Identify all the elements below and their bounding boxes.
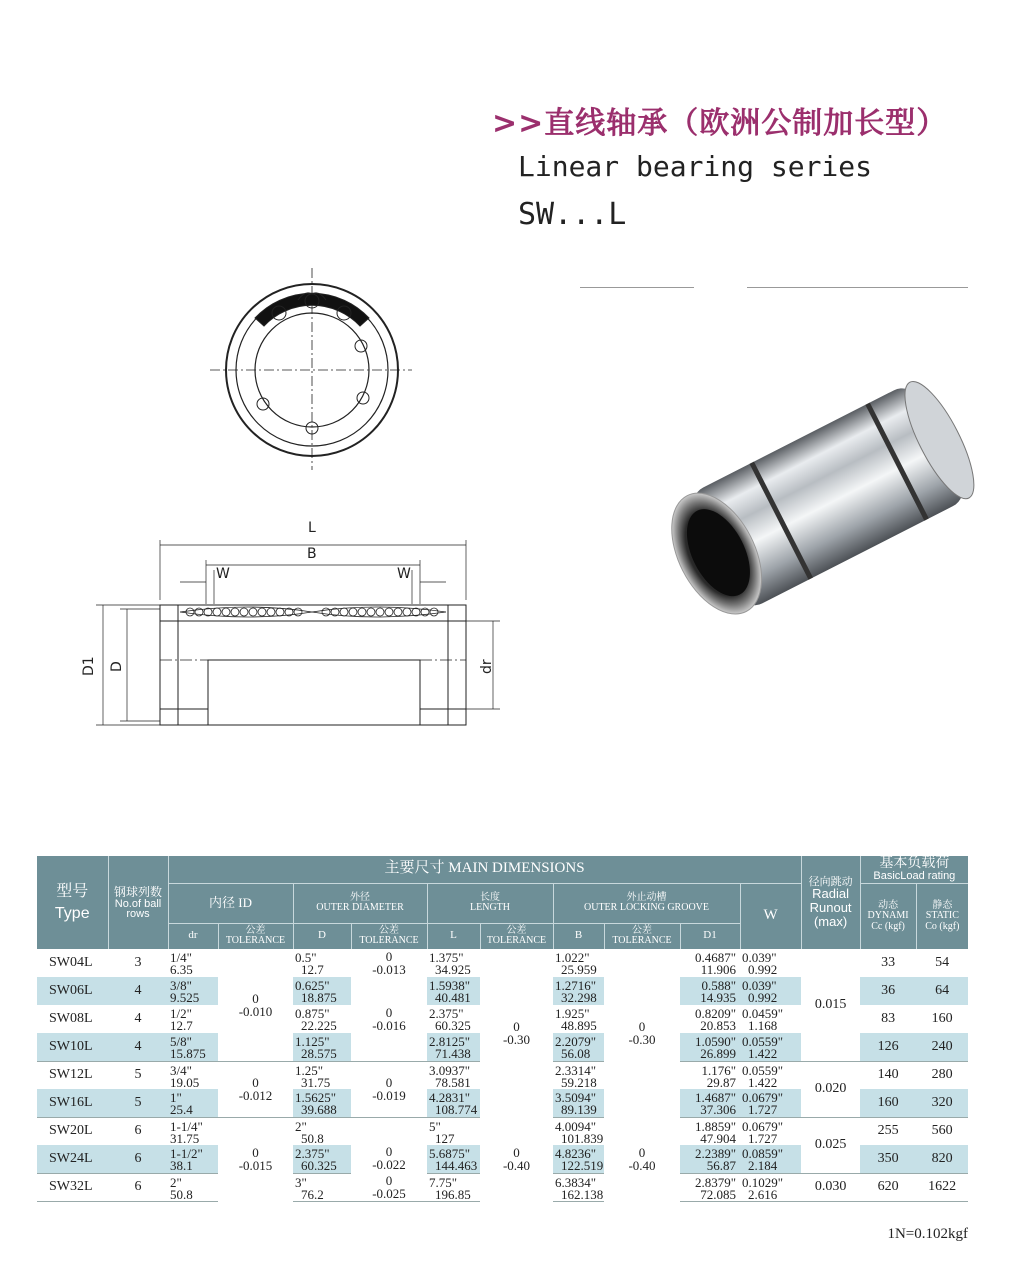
dim-label-B: B xyxy=(307,546,317,562)
col-header-len-tolerance: 公差 TOLERANCE xyxy=(480,923,553,949)
d1-inch: 1.4687" xyxy=(694,1090,736,1105)
d1-mm: 11.906 xyxy=(700,962,736,977)
runout-cell: 0.025 xyxy=(801,1117,860,1173)
ball-rows-cell: 6 xyxy=(108,1173,168,1201)
w-mm: 1.168 xyxy=(748,1018,778,1033)
length-mm: 34.925 xyxy=(435,962,471,977)
length-mm: 196.85 xyxy=(435,1186,471,1201)
type-cell: SW04L xyxy=(49,955,93,970)
dynamic-load-cell: 350 xyxy=(860,1145,916,1173)
w-inch: 0.0559" xyxy=(742,1034,784,1049)
runout-cell: 0.015 xyxy=(801,949,860,1061)
dynamic-load-cell: 36 xyxy=(860,977,916,1005)
col-header-inner-diameter: 内径 ID xyxy=(168,883,293,923)
runout-cell: 0.030 xyxy=(801,1173,860,1201)
type-cell: SW24L xyxy=(37,1145,108,1173)
col-header-dr: dr xyxy=(168,923,218,949)
spec-table xyxy=(37,856,968,1202)
w-mm: 0.992 xyxy=(748,990,778,1005)
col-header-D: D xyxy=(293,923,351,949)
groove-tolerance-cell: 0 -0.40 xyxy=(628,1145,656,1173)
od-inch: 0.625" xyxy=(295,978,330,993)
w-inch: 0.039" xyxy=(742,950,777,965)
od-mm: 39.688 xyxy=(301,1102,337,1117)
dr-inch: 1/2" xyxy=(170,1006,192,1021)
od-tolerance-cell: 0 -0.016 xyxy=(351,977,427,1061)
dr-mm: 15.875 xyxy=(170,1046,206,1061)
ball-rows-cell: 6 xyxy=(134,1123,142,1139)
groove-b-mm: 56.08 xyxy=(561,1046,591,1061)
groove-b-mm: 59.218 xyxy=(561,1074,597,1089)
od-mm: 28.575 xyxy=(301,1046,337,1061)
col-header-basic-load: 基本负载荷 BasicLoad rating xyxy=(860,856,968,883)
table-row xyxy=(37,949,968,977)
col-header-w: W xyxy=(740,883,801,949)
dynamic-load-cell: 160 xyxy=(860,1089,916,1117)
dr-inch: 1/4" xyxy=(170,950,192,965)
type-cell: SW16L xyxy=(37,1089,108,1117)
id-tolerance-cell: 0 -0.015 xyxy=(238,1145,273,1174)
dr-inch: 1" xyxy=(170,1090,182,1105)
d1-mm: 37.306 xyxy=(700,1102,736,1117)
d1-inch: 0.8209" xyxy=(694,1006,736,1021)
od-inch: 3" xyxy=(295,1174,307,1190)
w-inch: 0.0679" xyxy=(742,1118,784,1134)
dr-inch: 5/8" xyxy=(170,1034,192,1049)
dynamic-load-cell: 83 xyxy=(881,1011,896,1026)
col-header-L: L xyxy=(427,923,480,949)
dr-inch: 3/8" xyxy=(170,978,192,993)
dynamic-load-cell: 620 xyxy=(860,1173,916,1201)
length-mm: 71.438 xyxy=(435,1046,471,1061)
col-header-static: 静态 STATIC Co (kgf) xyxy=(916,883,968,949)
ball-rows-cell: 5 xyxy=(108,1089,168,1117)
w-mm: 2.616 xyxy=(748,1186,778,1201)
static-load-cell: 560 xyxy=(931,1123,953,1139)
dr-inch: 2" xyxy=(170,1174,182,1190)
groove-b-inch: 1.022" xyxy=(555,950,590,965)
dr-mm: 25.4 xyxy=(170,1102,193,1117)
length-mm: 78.581 xyxy=(435,1074,471,1089)
groove-b-mm: 25.959 xyxy=(561,962,597,977)
w-mm: 2.184 xyxy=(748,1158,778,1173)
col-header-radial-runout: 径向跳动 Radial Runout (max) xyxy=(801,856,860,949)
od-inch: 0.5" xyxy=(295,950,317,965)
type-cell: SW20L xyxy=(49,1123,93,1139)
length-inch: 2.375" xyxy=(429,1006,464,1021)
od-tolerance-cell: 0 -0.022 xyxy=(372,1144,406,1172)
d1-mm: 20.853 xyxy=(700,1018,736,1033)
bearing-photo xyxy=(653,373,986,629)
groove-b-inch: 1.925" xyxy=(555,1006,590,1021)
od-inch: 2.375" xyxy=(295,1146,330,1161)
static-load-cell: 320 xyxy=(916,1089,968,1117)
w-mm: 1.422 xyxy=(748,1046,778,1061)
groove-b-mm: 122.519 xyxy=(561,1158,604,1173)
series-title: Linear bearing series xyxy=(518,150,873,183)
dynamic-load-cell: 140 xyxy=(877,1067,899,1083)
dynamic-load-cell: 33 xyxy=(881,955,896,970)
length-mm: 40.481 xyxy=(435,990,471,1005)
od-mm: 22.225 xyxy=(301,1018,337,1033)
d1-inch: 2.2389" xyxy=(694,1146,736,1161)
groove-b-inch: 4.0094" xyxy=(555,1118,597,1134)
length-inch: 2.8125" xyxy=(429,1034,471,1049)
static-load-cell: 1622 xyxy=(916,1173,968,1201)
col-header-length: 长度 LENGTH xyxy=(427,883,553,923)
od-mm: 18.875 xyxy=(301,990,337,1005)
side-view-drawing xyxy=(96,540,500,725)
w-mm: 1.422 xyxy=(748,1074,778,1089)
groove-b-inch: 1.2716" xyxy=(555,978,597,993)
model-title: SW...L xyxy=(518,197,627,232)
d1-inch: 0.4687" xyxy=(694,950,736,965)
runout-cell: 0.020 xyxy=(801,1061,860,1117)
length-tolerance-cell: 0 -0.40 xyxy=(502,1145,531,1173)
od-inch: 1.25" xyxy=(295,1062,324,1078)
dim-label-dr: dr xyxy=(479,659,495,674)
groove-b-inch: 4.8236" xyxy=(555,1146,597,1161)
length-mm: 127 xyxy=(435,1130,455,1145)
od-mm: 76.2 xyxy=(301,1186,324,1201)
length-tolerance-cell: 0 -0.30 xyxy=(502,1019,531,1047)
ball-rows-cell: 6 xyxy=(108,1145,168,1173)
dr-mm: 38.1 xyxy=(170,1158,193,1173)
ball-rows-cell: 4 xyxy=(134,1011,142,1026)
od-inch: 0.875" xyxy=(295,1006,330,1021)
d1-inch: 1.0590" xyxy=(694,1034,736,1049)
groove-b-mm: 101.839 xyxy=(561,1130,604,1145)
dr-mm: 50.8 xyxy=(170,1186,193,1201)
d1-mm: 14.935 xyxy=(700,990,736,1005)
w-mm: 0.992 xyxy=(748,962,778,977)
d1-mm: 29.87 xyxy=(706,1074,736,1089)
dynamic-load-cell: 255 xyxy=(877,1123,899,1139)
od-tolerance-cell: 0 -0.013 xyxy=(372,949,406,977)
ball-rows-cell: 4 xyxy=(108,977,168,1005)
col-header-groove-tolerance: 公差 TOLERANCE xyxy=(604,923,680,949)
w-inch: 0.0859" xyxy=(742,1146,784,1161)
w-mm: 1.727 xyxy=(748,1102,778,1117)
dr-inch: 3/4" xyxy=(170,1062,192,1078)
groove-b-inch: 3.5094" xyxy=(555,1090,597,1105)
od-inch: 1.125" xyxy=(295,1034,330,1049)
static-load-cell: 54 xyxy=(935,955,950,970)
d1-mm: 72.085 xyxy=(700,1186,736,1201)
dr-mm: 9.525 xyxy=(170,990,200,1005)
static-load-cell: 280 xyxy=(931,1067,953,1083)
groove-b-mm: 162.138 xyxy=(561,1186,604,1201)
w-mm: 1.727 xyxy=(748,1130,778,1145)
col-header-D1: D1 xyxy=(680,923,740,949)
dr-inch: 1-1/4" xyxy=(170,1118,203,1134)
length-inch: 1.5938" xyxy=(429,978,471,993)
dim-label-W: W xyxy=(216,566,230,582)
od-mm: 60.325 xyxy=(301,1158,337,1173)
w-inch: 0.039" xyxy=(742,978,777,993)
groove-b-inch: 2.2079" xyxy=(555,1034,597,1049)
w-inch: 0.0459" xyxy=(742,1006,784,1021)
w-inch: 0.0679" xyxy=(742,1090,784,1105)
type-cell: SW32L xyxy=(37,1173,108,1201)
ball-rows-cell: 4 xyxy=(108,1033,168,1061)
length-inch: 7.75" xyxy=(429,1174,458,1190)
dr-inch: 1-1/2" xyxy=(170,1146,203,1161)
col-header-outer-diameter: 外径 OUTER DIAMETER xyxy=(293,883,427,923)
dim-label-W: W xyxy=(397,566,411,582)
static-load-cell: 160 xyxy=(931,1011,953,1026)
groove-b-inch: 6.3834" xyxy=(555,1174,597,1190)
length-inch: 3.0937" xyxy=(429,1062,471,1078)
w-inch: 0.0559" xyxy=(742,1062,784,1078)
d1-mm: 56.87 xyxy=(706,1158,736,1173)
od-tolerance-cell: 0 -0.019 xyxy=(351,1061,427,1117)
type-cell: SW12L xyxy=(49,1067,93,1083)
col-header-od-tolerance: 公差 TOLERANCE xyxy=(351,923,427,949)
dr-mm: 31.75 xyxy=(170,1130,200,1145)
id-tolerance-cell: 0 -0.012 xyxy=(218,1061,293,1117)
dr-mm: 6.35 xyxy=(170,962,193,977)
length-mm: 108.774 xyxy=(435,1102,478,1117)
end-view-drawing xyxy=(210,268,412,470)
ball-rows-cell: 5 xyxy=(134,1067,142,1083)
length-inch: 4.2831" xyxy=(429,1090,471,1105)
groove-tolerance-cell: 0 -0.30 xyxy=(628,1019,656,1047)
dynamic-load-cell: 126 xyxy=(860,1033,916,1061)
od-tolerance-cell: 0 -0.025 xyxy=(351,1173,427,1201)
dim-label-D1: D1 xyxy=(81,656,97,676)
col-header-B: B xyxy=(553,923,604,949)
w-inch: 0.1029" xyxy=(742,1174,784,1190)
page-title-cn: >>直线轴承（欧洲公制加长型） xyxy=(492,106,948,141)
dr-mm: 19.05 xyxy=(170,1074,200,1089)
dim-label-D: D xyxy=(109,661,125,672)
col-header-type: 型号 Type xyxy=(37,856,108,949)
od-mm: 12.7 xyxy=(301,962,324,977)
length-inch: 5.6875" xyxy=(429,1146,471,1161)
unit-footnote: 1N=0.102kgf xyxy=(887,1226,968,1242)
d1-mm: 47.904 xyxy=(700,1130,736,1145)
groove-b-mm: 89.139 xyxy=(561,1102,597,1117)
d1-inch: 1.8859" xyxy=(694,1118,736,1134)
length-mm: 60.325 xyxy=(435,1018,471,1033)
length-inch: 1.375" xyxy=(429,950,464,965)
col-header-locking-groove: 外止动槽 OUTER LOCKING GROOVE xyxy=(553,883,740,923)
static-load-cell: 64 xyxy=(916,977,968,1005)
length-inch: 5" xyxy=(429,1118,441,1134)
d1-inch: 1.176" xyxy=(701,1062,736,1078)
groove-b-inch: 2.3314" xyxy=(555,1062,597,1078)
od-mm: 50.8 xyxy=(301,1130,324,1145)
col-header-main-dimensions: 主要尺寸 MAIN DIMENSIONS xyxy=(168,856,801,883)
type-cell: SW06L xyxy=(37,977,108,1005)
dr-mm: 12.7 xyxy=(170,1018,193,1033)
od-inch: 2" xyxy=(295,1118,307,1134)
static-load-cell: 820 xyxy=(916,1145,968,1173)
static-load-cell: 240 xyxy=(916,1033,968,1061)
dim-label-L: L xyxy=(308,520,316,536)
col-header-id-tolerance: 公差 TOLERANCE xyxy=(218,923,293,949)
ball-rows-cell: 3 xyxy=(134,955,142,970)
table-row xyxy=(37,1117,968,1145)
od-inch: 1.5625" xyxy=(295,1090,337,1105)
type-cell: SW10L xyxy=(37,1033,108,1061)
groove-b-mm: 48.895 xyxy=(561,1018,597,1033)
length-mm: 144.463 xyxy=(435,1158,478,1173)
od-mm: 31.75 xyxy=(301,1074,331,1089)
type-cell: SW08L xyxy=(49,1011,93,1026)
d1-inch: 0.588" xyxy=(701,978,736,993)
d1-inch: 2.8379" xyxy=(694,1174,736,1190)
col-header-dynamic: 动态 DYNAMI Cc (kgf) xyxy=(860,883,916,949)
col-header-ball-rows: 钢球列数 No.of ball rows xyxy=(108,856,168,949)
groove-b-mm: 32.298 xyxy=(561,990,597,1005)
id-tolerance-cell: 0 -0.010 xyxy=(218,949,293,1061)
d1-mm: 26.899 xyxy=(700,1046,736,1061)
